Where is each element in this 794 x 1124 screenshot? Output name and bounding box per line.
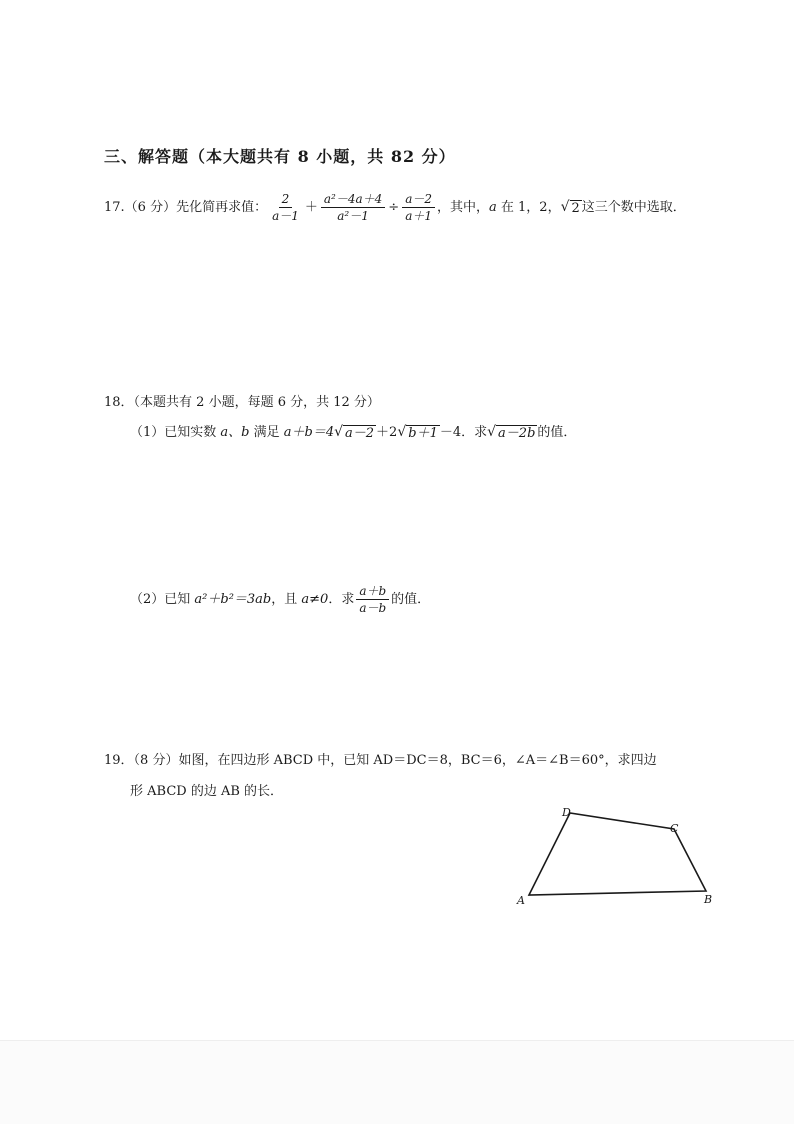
q18p1-sqrt-2-arg: b＋1 <box>408 426 438 441</box>
q17-sqrt <box>561 199 582 216</box>
q18p2-frac-numerator: a＋b <box>356 584 389 600</box>
q17-number: 17.（6 分）先化简再求值： <box>104 200 268 215</box>
vertex-label-d: D <box>562 806 571 819</box>
radical-icon: √ <box>334 424 344 440</box>
q18p1-end: 的值． <box>537 425 577 440</box>
q17-frac2-numerator: a²－4a＋4 <box>321 192 385 208</box>
q18p1-sqrt-1 <box>334 424 376 441</box>
q18p2-equation: a²＋b²＝3ab <box>194 592 272 607</box>
radical-icon: √ <box>487 424 497 440</box>
q18p1-sqrt-1-arg: a－2 <box>345 426 375 441</box>
q17-fraction-1 <box>269 192 302 223</box>
q18p2-text-1: （2）已知 <box>130 592 195 607</box>
q17-tail-1: ，其中， <box>436 200 489 215</box>
radical-icon: √ <box>397 424 407 440</box>
q17-sqrt-arg: 2 <box>571 201 580 216</box>
quadrilateral-abcd <box>529 813 706 895</box>
q18p2-text-3: ．求 <box>328 592 355 607</box>
vertex-label-b: B <box>704 893 713 906</box>
question-17 <box>104 192 686 223</box>
q17-plus-sign: ＋ <box>304 200 318 215</box>
q18-part-1 <box>130 424 576 442</box>
q17-tail-2: 在 1，2， <box>496 200 561 215</box>
q18-part-2 <box>130 584 430 615</box>
page-bottom-margin <box>0 1040 794 1124</box>
q18p1-mid: ＋2 <box>376 425 398 440</box>
q18p2-frac-denominator: a－b <box>359 601 387 615</box>
q17-divide-sign: ÷ <box>388 200 400 215</box>
q18p1-sqrt-3-arg: a－2b <box>498 426 536 441</box>
q17-frac3-denominator: a＋1 <box>405 209 432 223</box>
q18p2-fraction <box>356 584 389 615</box>
q17-fraction-3 <box>402 192 435 223</box>
q17-variable-a: a <box>489 200 497 215</box>
q18p2-end: 的值． <box>391 592 431 607</box>
section-title: 三、解答题（本大题共有 8 小题，共 82 分） <box>104 147 456 166</box>
q18-header: 18．（本题共有 2 小题，每题 6 分，共 12 分） <box>104 395 380 410</box>
q17-tail-3: 这三个数中选取． <box>581 200 686 215</box>
q19-line-2: 形 ABCD 的边 AB 的长． <box>130 784 284 799</box>
q17-frac2-denominator: a²－1 <box>337 209 369 223</box>
radical-icon: √ <box>560 199 570 215</box>
q18p1-sqrt-3 <box>487 424 537 441</box>
q18p1-tail: －4．求 <box>439 425 488 440</box>
q18p1-eq-lhs: a＋b＝4 <box>283 425 335 440</box>
q18p2-condition: a≠0 <box>301 592 329 607</box>
vertex-label-a: A <box>517 894 525 907</box>
q19-line-1: 19．（8 分）如图，在四边形 ABCD 中，已知 AD＝DC＝8，BC＝6，∠A＝∠B＝60°，求四边 <box>104 753 657 768</box>
q17-frac3-numerator: a－2 <box>402 192 435 208</box>
vertex-label-c: C <box>670 822 679 835</box>
q18p1-text-1: （1）已知实数 <box>130 425 221 440</box>
q18p1-sqrt-2 <box>397 424 440 441</box>
q17-frac1-denominator: a－1 <box>272 209 299 223</box>
q17-fraction-2 <box>321 192 385 223</box>
q17-frac1-numerator: 2 <box>279 192 293 208</box>
q18p2-text-2: ，且 <box>271 592 302 607</box>
q18p1-text-2: 满足 <box>249 425 284 440</box>
q18p1-vars: a、b <box>220 425 250 440</box>
quadrilateral-figure <box>510 800 720 910</box>
